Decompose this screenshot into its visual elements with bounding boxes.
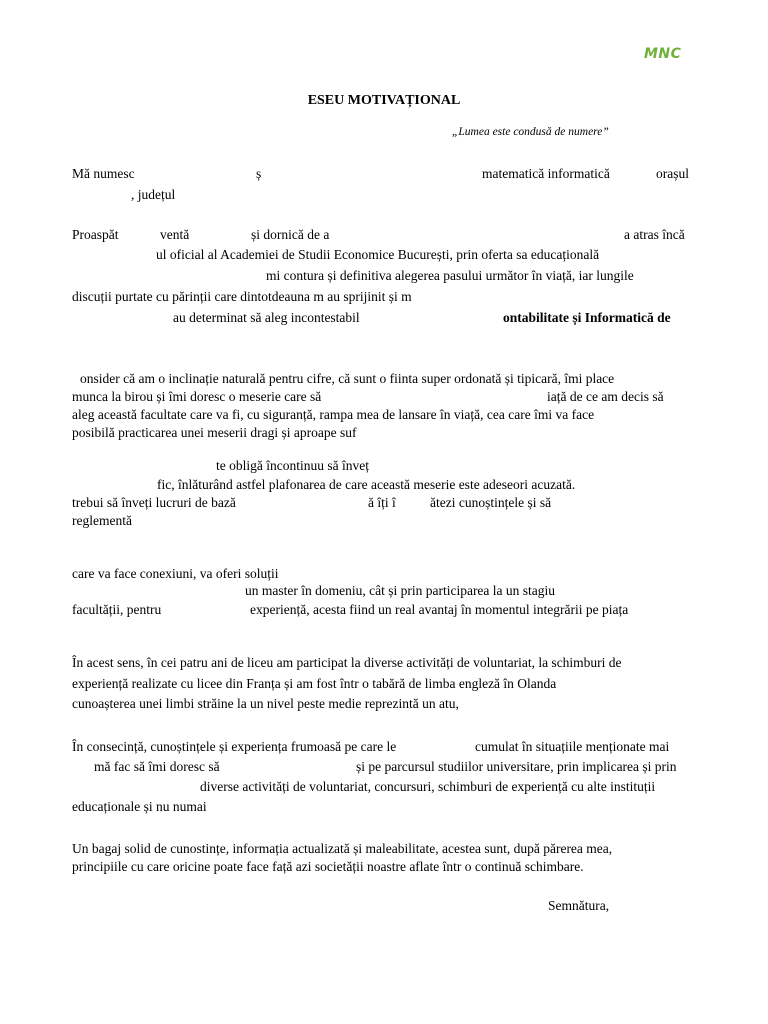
text-line: orașul (656, 166, 689, 181)
text-line: te obligă încontinuu să înveț (216, 458, 369, 473)
text-line: și pe parcursul studiilor universitare, prin implicarea și prin (356, 759, 677, 774)
text-line: fic, înlăturând astfel plafonarea de care această meserie este adeseori acuzată. (157, 477, 576, 492)
text-line: ătezi cunoștințele și să (430, 495, 552, 510)
text-line: aleg această facultate care va fi, cu siguranță, rampa mea de lansare în viață, cea care îmi va face (72, 407, 595, 422)
text-line: iață de ce am decis să (547, 389, 664, 404)
text-line: experiență realizate cu licee din Franța și am fost într o tabără de limba engleză în Olanda (72, 676, 557, 691)
signature-label: Semnătura, (548, 898, 610, 913)
text-line: mă fac să îmi doresc să (94, 759, 220, 774)
text-line: ș (256, 166, 262, 181)
essay-title: ESEU MOTIVAȚIONAL (307, 93, 461, 108)
text-line: au determinat să aleg incontestabil (173, 310, 360, 325)
text-line: educaționale și nu numai (72, 799, 207, 814)
essay-motto: „Lumea este condusă de numere” (452, 126, 609, 138)
text-line: mi contura și definitiva alegerea pasului următor în viață, iar lungile (266, 268, 634, 283)
text-line: diverse activități de voluntariat, concursuri, schimburi de experiență cu alte instituții (200, 779, 656, 794)
text-line: un master în domeniu, cât și prin participarea la un stagiu (245, 583, 556, 598)
text-line: , județul (131, 187, 176, 202)
text-line: ă îți î (368, 495, 396, 510)
text-line: experiență, acesta fiind un real avantaj în momentul integrării pe piața (250, 602, 629, 617)
text-line: matematică informatică (482, 166, 610, 181)
text-line: posibilă practicarea unei meserii dragi și aproape suf (72, 425, 357, 440)
text-line: reglementă (72, 513, 132, 528)
text-line: facultății, pentru (72, 602, 162, 617)
text-line: cumulat în situațiile menționate mai (475, 739, 670, 754)
mnc-logo: MNC (644, 46, 682, 62)
text-line: a atras încă (624, 227, 685, 242)
text-line: onsider că am o inclinație naturală pentru cifre, că sunt o fiinta super ordonată și tipicară, îmi place (80, 371, 615, 386)
text-line: ul oficial al Academiei de Studii Economice București, prin oferta sa educațională (156, 247, 600, 262)
text-line: trebui să înveți lucruri de bază (72, 495, 236, 510)
text-line: munca la birou și îmi doresc o meserie care să (72, 389, 322, 404)
text-line: În acest sens, în cei patru ani de liceu am participat la diverse activități de voluntariat, la schimburi de (72, 655, 622, 670)
text-line: În consecință, cunoștințele și experiența frumoasă pe care le (72, 739, 397, 754)
text-line: și dornică de a (251, 227, 330, 242)
text-line: Mă numesc (72, 166, 135, 181)
text-line: cunoașterea unei limbi străine la un nivel peste medie reprezintă un atu, (72, 696, 459, 711)
text-line: care va face conexiuni, va oferi soluții (72, 566, 279, 581)
text-line: Proaspăt (72, 227, 119, 242)
text-line: discuții purtate cu părinții care dintotdeauna m au sprijinit și m (72, 289, 412, 304)
text-line: ventă (160, 227, 190, 242)
text-line: principiile cu care oricine poate face față azi societății noastre aflate într o continuă schimbare. (72, 859, 584, 874)
text-line: Un bagaj solid de cunostințe, informația actualizată și maleabilitate, acestea sunt, după părerea mea, (72, 841, 613, 856)
text-line: ontabilitate și Informatică de (503, 310, 671, 325)
